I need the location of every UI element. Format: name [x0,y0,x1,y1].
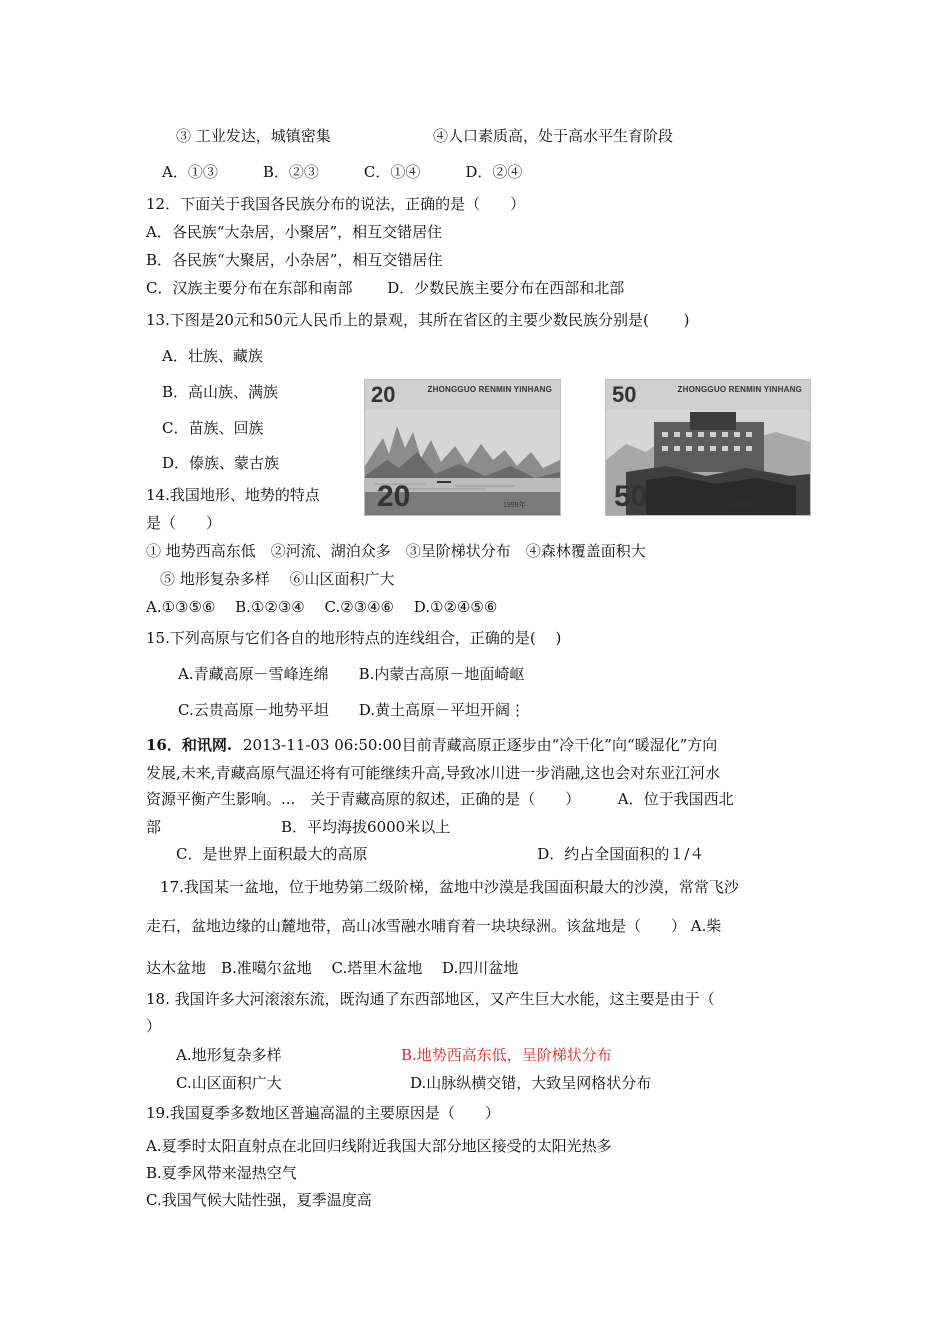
banknote-20-image [364,379,561,516]
q14-statements-2: ⑤ 地形复杂多样 ⑥山区面积广大 [160,570,395,588]
q12-stem: 12．下面关于我国各民族分布的说法，正确的是（ ） [146,195,526,213]
q12-option-a: A．各民族“大杂居，小聚居”，相互交错居住 [146,223,443,241]
q18-option-a: A.地形复杂多样 [176,1046,282,1064]
q16-options-cd: C．是世界上面积最大的高原 D．约占全国面积的１/４ [176,845,705,863]
q14-choices: A.①③⑤⑥ B.①②③④ C.②③④⑥ D.①②④⑤⑥ [146,598,498,616]
q18-option-c: C.山区面积广大 [176,1074,282,1092]
q14-statements-1: ① 地势西高东低 ②河流、湖泊众多 ③呈阶梯状分布 ④森林覆盖面积大 [146,542,646,560]
q17-text-line3: 达木盆地 B.准噶尔盆地 C.塔里木盆地 D.四川盆地 [146,959,519,977]
q18-stem-line1: 18. 我国许多大河滚滚东流，既沟通了东西部地区，又产生巨大水能，这主要是由于（ [146,990,715,1008]
q13-option-c: C．苗族、回族 [162,419,264,437]
q15-options-cd: C.云贵高原－地势平坦 D.黄土高原－平坦开阔⋮ [178,701,525,719]
q13-option-a: A．壮族、藏族 [162,347,263,365]
denomination-bottom: 20 [377,480,411,513]
denomination-top: 20 [371,382,396,407]
issue-year: 1999年 [503,502,526,509]
bank-name-latin: ZHONGGUO RENMIN YINHANG [677,385,802,394]
q17-text-line2: 走石，盆地边缘的山麓地带，高山冰雪融水哺育着一块块绿洲。该盆地是（ ） A.柴 [146,917,722,935]
q11-choices: A．①③ B．②③ C．①④ D．②④ [162,163,523,181]
q16-source: 16．和讯网. [146,736,233,754]
q14-stem-line2: 是（ ） [146,514,222,532]
q15-stem: 15.下列高原与它们各自的地形特点的连线组合，正确的是( ) [146,629,562,647]
q14-stem-line1: 14.我国地形、地势的特点 [146,486,320,504]
denomination-top: 50 [612,382,637,407]
q16-text-line4: 部 B．平均海拔6000米以上 [146,818,451,836]
q19-option-c: C.我国气候大陆性强，夏季温度高 [146,1191,372,1209]
q11-option-3: ③ 工业发达，城镇密集 [176,127,331,145]
q19-option-b: B.夏季风带来湿热空气 [146,1164,297,1182]
q19-option-a: A.夏季时太阳直射点在北回归线附近我国大部分地区接受的太阳光热多 [146,1137,612,1155]
q15-options-ab: A.青藏高原－雪峰连绵 B.内蒙古高原－地面崎岖 [178,665,525,683]
issue-year: 1999年 [730,502,753,509]
q13-option-b: B．高山族、满族 [162,383,279,401]
q16-text-line2: 发展,未来,青藏高原气温还将有可能继续升高,导致冰川进一步消融,这也会对东亚江河水 [146,764,721,782]
bank-name-latin: ZHONGGUO RENMIN YINHANG [427,385,552,394]
q17-text-line1: 17.我国某一盆地，位于地势第二级阶梯，盆地中沙漠是我国面积最大的沙漠，常常飞沙 [160,878,739,896]
q13-stem: 13.下图是20元和50元人民币上的景观，其所在省区的主要少数民族分别是( ) [146,311,690,329]
q11-option-4: ④人口素质高，处于高水平生育阶段 [433,127,674,145]
q13-option-d: D．傣族、蒙古族 [162,454,280,472]
q12-option-b: B．各民族“大聚居，小杂居”，相互交错居住 [146,251,443,269]
q18-option-d: D.山脉纵横交错，大致呈网格状分布 [410,1074,652,1092]
q16-text-line1: 2013-11-03 06:50:00目前青藏高原正逐步由“冷干化”向“暖湿化”方向 [243,736,718,754]
q16-text-line3: 资源平衡产生影响。... 关于青藏高原的叙述，正确的是（ ） A．位于我国西北 [146,790,734,808]
banknote-50-image [605,379,811,516]
q18-option-b-answer: B.地势西高东低，呈阶梯状分布 [401,1046,612,1064]
q18-stem-line2: ） [146,1017,162,1035]
denomination-bottom: 50 [614,480,648,513]
q19-stem: 19.我国夏季多数地区普遍高温的主要原因是（ ） [146,1104,500,1122]
q12-options-cd: C．汉族主要分布在东部和南部 D．少数民族主要分布在西部和北部 [146,279,625,297]
